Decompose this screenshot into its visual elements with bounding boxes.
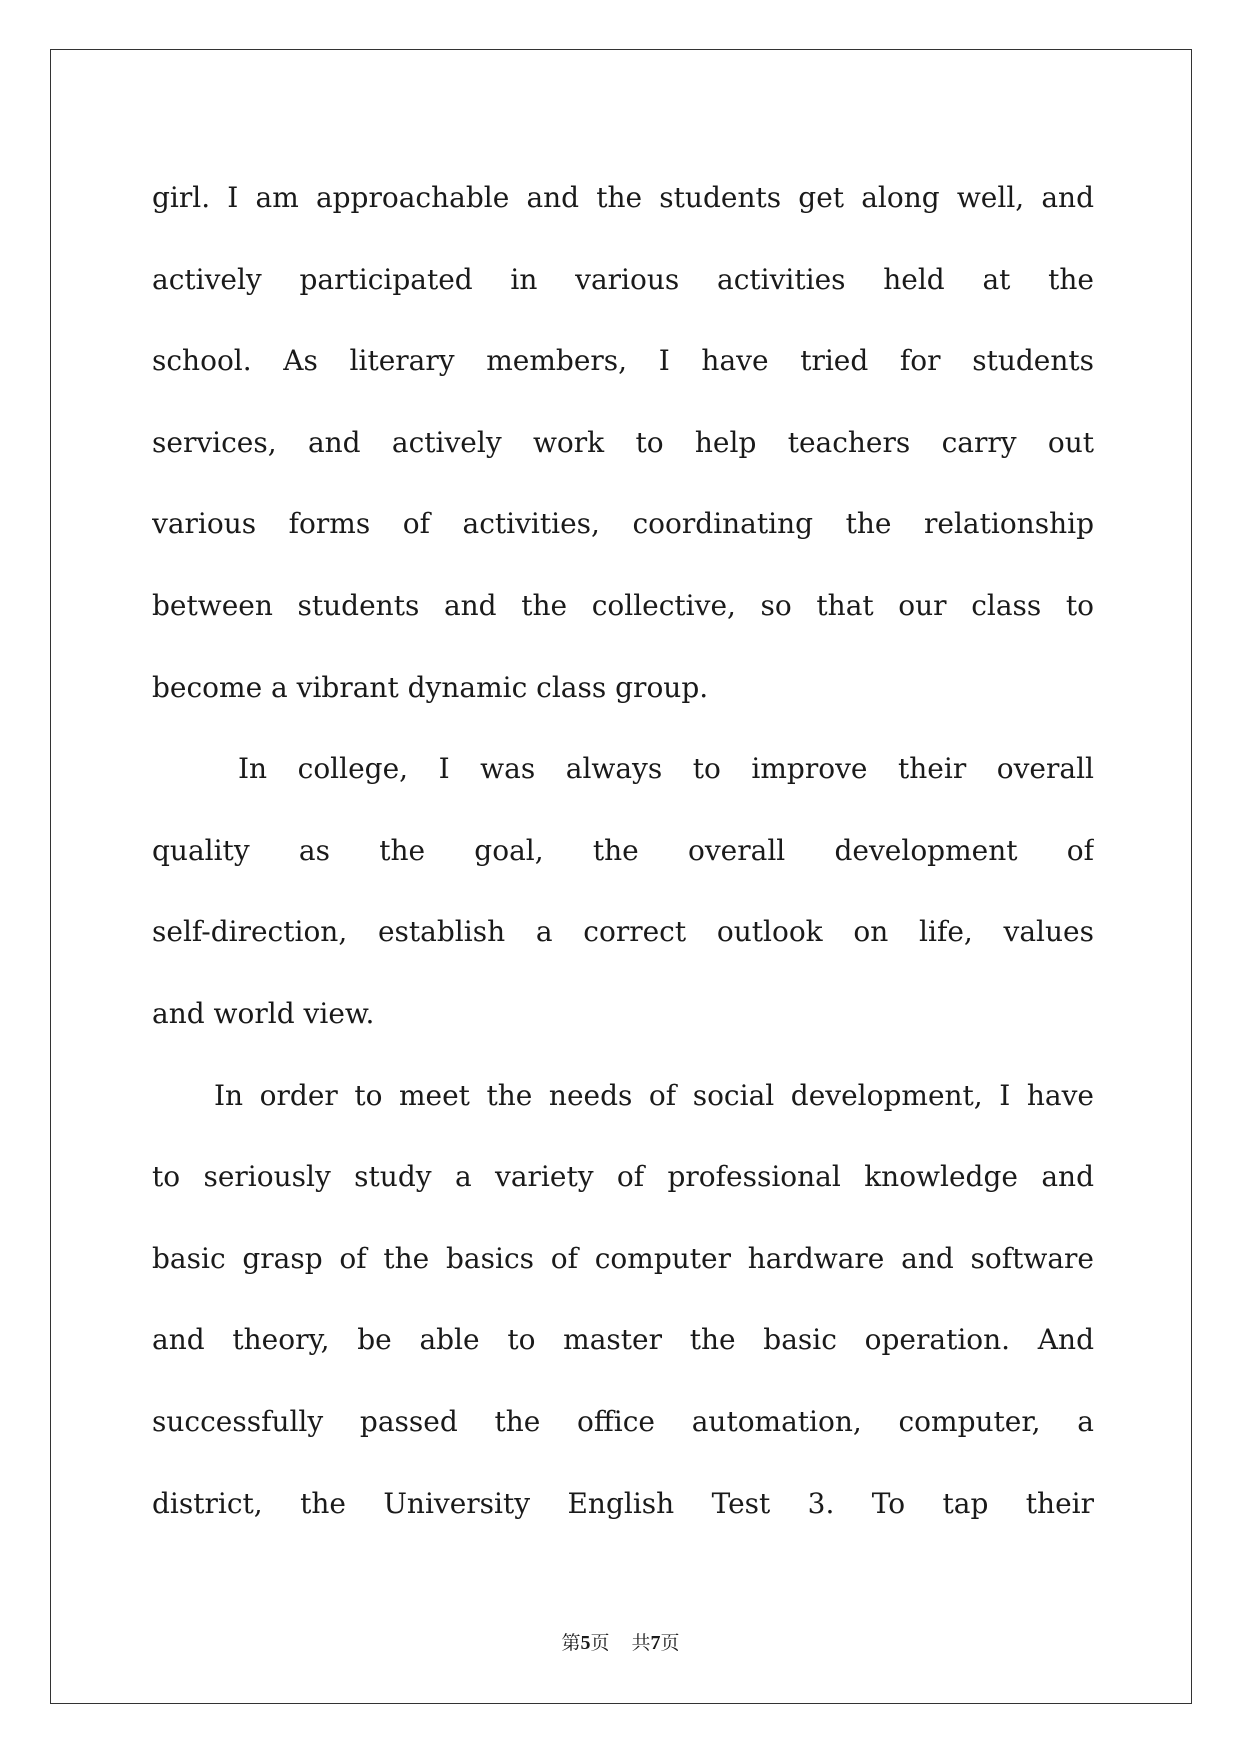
text-line: quality as the goal, the overall development of (152, 833, 1094, 867)
text-line: district, the University English Test 3. To tap their (152, 1486, 1094, 1520)
text-line: girl. I am approachable and the students get along well, and (152, 181, 1094, 214)
text-line: services, and actively work to help teachers carry out (152, 425, 1094, 459)
text-line: basic grasp of the basics of computer hardware and software (152, 1241, 1094, 1275)
page-footer (0, 1628, 1241, 1655)
total-prefix: 共 (631, 1632, 651, 1654)
body-text (152, 157, 1094, 1544)
page-total-number: 7 (650, 1632, 661, 1654)
text-line: actively participated in various activities held at the (152, 262, 1094, 296)
page-current-number: 5 (580, 1632, 591, 1654)
paragraph-first-line: In college, I was always to improve their overall (238, 752, 1094, 786)
total-suffix: 页 (660, 1632, 680, 1654)
page-suffix: 页 (590, 1632, 610, 1654)
text-line: successfully passed the office automation, computer, a (152, 1404, 1094, 1438)
text-line: and world view. (152, 996, 375, 1030)
paragraph-first-line: In order to meet the needs of social development, I have (214, 1078, 1094, 1112)
text-line: various forms of activities, coordinating the relationship (152, 507, 1094, 541)
text-line: to seriously study a variety of professional knowledge and (152, 1160, 1094, 1194)
text-line: and theory, be able to master the basic operation. And (152, 1323, 1094, 1357)
text-line: school. As literary members, I have tried for students (152, 344, 1094, 378)
text-line: become a vibrant dynamic class group. (152, 670, 709, 704)
text-line: between students and the collective, so that our class to (152, 588, 1094, 622)
text-line: self-direction, establish a correct outlook on life, values (152, 915, 1094, 949)
page-prefix: 第 (561, 1632, 581, 1654)
